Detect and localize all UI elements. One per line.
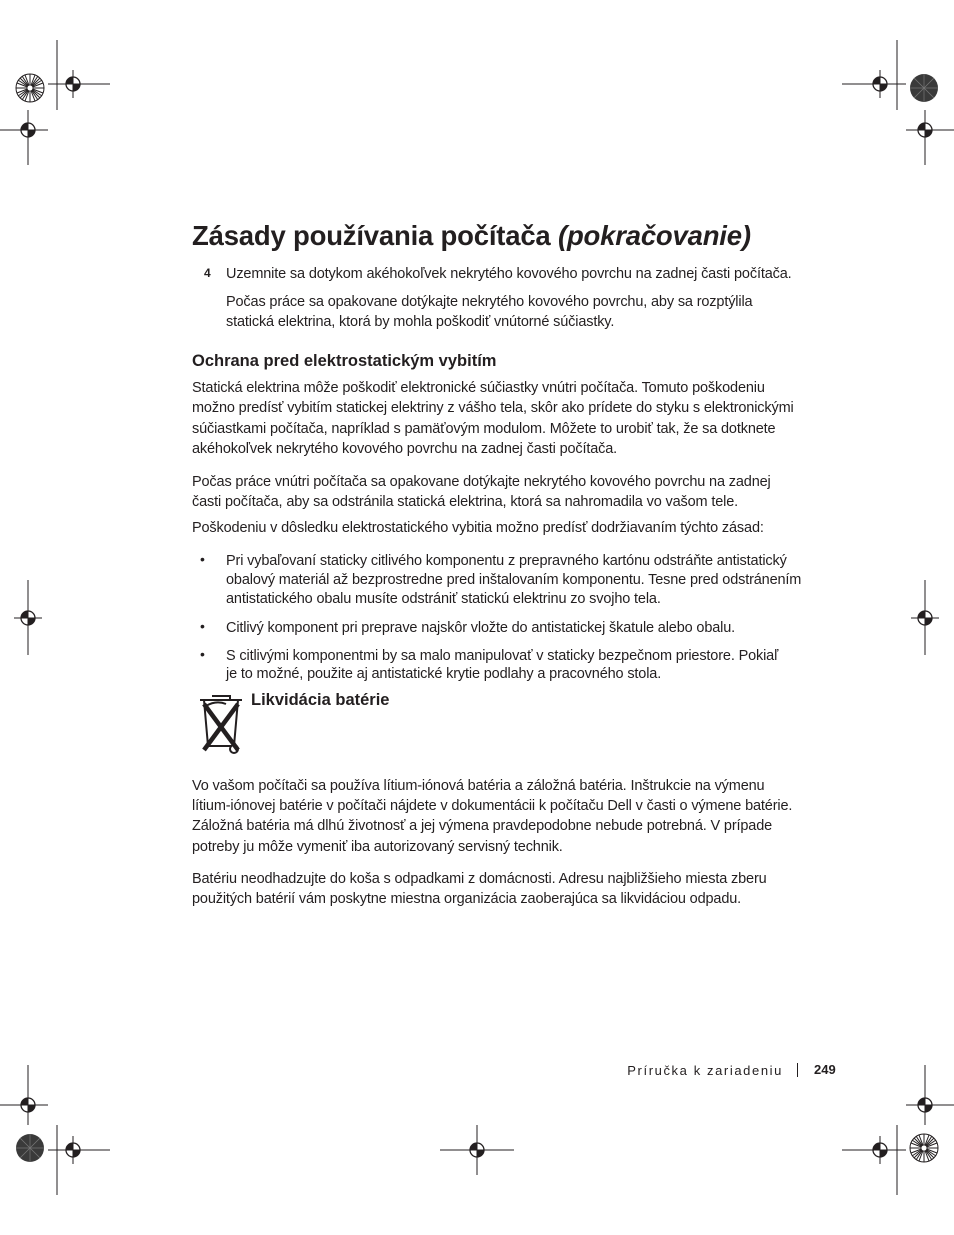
bullet-line: je to možné, použite aj antistatické krytie podlahy a pracovného stola. [226, 666, 662, 682]
page-title [192, 220, 751, 252]
page-number: 249 [814, 1062, 836, 1077]
paragraph-line: Počas práce vnútri počítača sa opakovane dotýkajte nekrytého kovového povrchu na zadnej [192, 474, 771, 490]
bullet-dot: • [200, 646, 205, 662]
paragraph-line: Záložná batéria má dlhú životnosť a jej výmena pravdepodobne nebude potrebná. V prípade [192, 818, 773, 834]
footer-separator [797, 1063, 798, 1077]
paragraph-line: možno predísť vybitím statickej elektriny z vášho tela, skôr ako prídete do styku s elektronickými [192, 400, 794, 416]
paragraph-line: Statická elektrina môže poškodiť elektronické súčiastky vnútri počítača. Tomuto poškodeniu [192, 380, 765, 396]
paragraph-line: súčiastkami počítača, napríklad s pamäťovým modulom. Môžete to urobiť tak, že sa dotknete [192, 421, 776, 437]
paragraph-line: časti počítača, aby sa odstránila statická elektrina, ktorá sa nahromadila vo vašom tele. [192, 494, 738, 510]
section-heading-esd: Ochrana pred elektrostatickým vybitím [192, 352, 497, 370]
paragraph-line: lítium-iónovej batérie v počítači nájdete v dokumentácii k počítaču Dell v časti o výmene batérie. [192, 798, 793, 814]
bullet-line: Pri vybaľovaní staticky citlivého komponentu z prepravného kartónu odstráňte antistatický [226, 553, 787, 569]
bullet-line: obalový materiál až bezprostredne pred inštalovaním komponentu. Tesne pred odstránením [226, 572, 802, 588]
section-heading-battery: Likvidácia batérie [251, 691, 390, 709]
paragraph-line: použitých batérií vám poskytne miestna organizácia zaoberajúca sa likvidáciou odpadu. [192, 891, 742, 907]
step-text: Uzemnite sa dotykom akéhokoľvek nekrytého kovového povrchu na zadnej časti počítača. [226, 266, 792, 282]
bullet-line: S citlivými komponentmi by sa malo manipulovať v staticky bezpečnom priestore. Pokiaľ [226, 648, 779, 664]
crossed-out-wheelie-bin-icon [196, 692, 246, 756]
page-title-suffix: (pokračovanie) [557, 220, 751, 251]
bullet-line: antistatického obalu musíte odstrániť statickú elektrinu zo svojho tela. [226, 591, 661, 607]
bullet-dot: • [200, 551, 205, 567]
paragraph-line: Batériu neodhadzujte do koša s odpadkami z domácnosti. Adresu najbližšieho miesta zberu [192, 871, 767, 887]
step-number: 4 [204, 266, 211, 280]
step-note-line: Počas práce sa opakovane dotýkajte nekrytého kovového povrchu, aby sa rozptýlila [226, 294, 753, 310]
bullet-line: Citlivý komponent pri preprave najskôr vložte do antistatickej škatule alebo obalu. [226, 620, 736, 636]
paragraph-line: Vo vašom počítači sa používa lítium-iónová batéria a záložná batéria. Inštrukcie na výmenu [192, 778, 765, 794]
paragraph-line: Poškodeniu v dôsledku elektrostatického vybitia možno predísť dodržiavaním týchto zásad: [192, 520, 764, 536]
page-title-main: Zásady používania počítača [192, 220, 551, 251]
step-note-line: statická elektrina, ktorá by mohla poškodiť vnútorné súčiastky. [226, 314, 615, 330]
bullet-dot: • [200, 618, 205, 634]
paragraph-line: akéhokoľvek nekrytého kovového povrchu na zadnej časti počítača. [192, 441, 618, 457]
paragraph-line: potreby ju môže vymeniť iba autorizovaný servisný technik. [192, 839, 563, 855]
footer-title: Príručka k zariadeniu [627, 1063, 783, 1078]
